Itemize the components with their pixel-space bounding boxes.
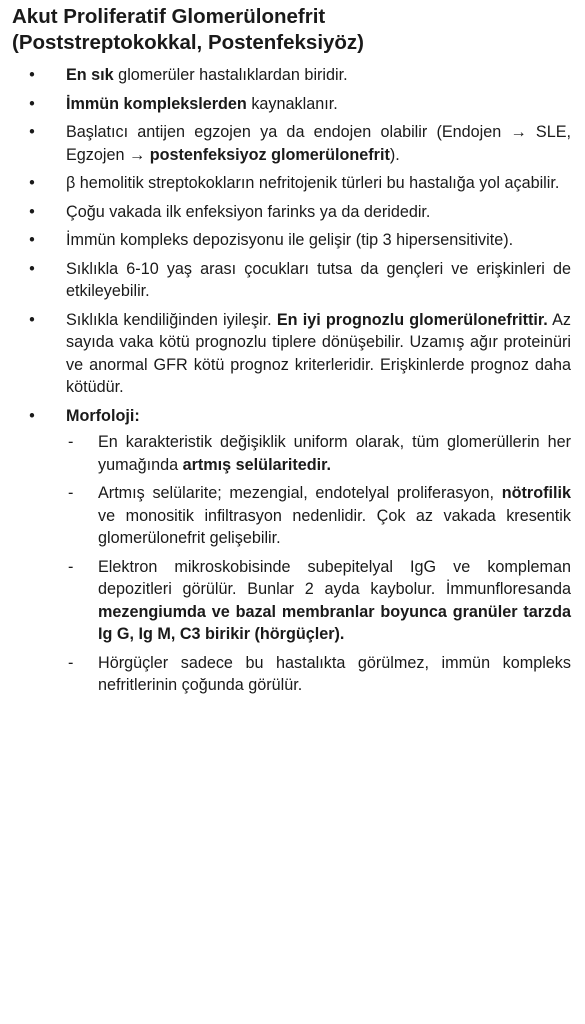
- bullet-icon: •: [29, 123, 35, 141]
- bold-text: postenfeksiyoz glomerülonefrit: [149, 145, 390, 164]
- list-item: [29, 64, 571, 87]
- bold-text: İmmün komplekslerden: [66, 94, 247, 113]
- item-text: Az sayıda vaka kötü prognozlu tiplere dönüşebilir. Uzamış ağır proteinüri ve anormal GFR kötü prognoz kriterleridir. Erişkinlerde prognoz daha kötüdür.: [66, 310, 571, 396]
- item-text: Elektron mikroskobisinde subepitelyal IgG ve kompleman depozitleri görülür. Bunlar 2 ayda kaybolur. İmmunfloresanda: [98, 557, 571, 598]
- dash-icon: -: [68, 433, 74, 451]
- item-text: Sıklıkla kendiliğinden iyileşir.: [66, 310, 277, 329]
- item-text: ve monositik infiltrasyon nedenlidir. Çok az vakada kresentik glomerülonefrit gelişebilir.: [98, 506, 571, 547]
- list-item: [29, 93, 571, 116]
- bold-text: mezengiumda ve bazal membranlar boyunca granüler tarzda Ig G, Ig M, C3 birikir (hörgüçler).: [98, 602, 571, 643]
- dash-icon: -: [68, 557, 74, 576]
- sub-list-item: [68, 431, 571, 476]
- list-item: [29, 229, 571, 252]
- bullet-icon: •: [29, 310, 35, 329]
- bold-text: artmış selülaritedir.: [182, 455, 332, 474]
- sub-list-item: [68, 652, 571, 697]
- bullet-icon: •: [29, 66, 35, 84]
- item-text: β hemolitik streptokokların nefritojenik türleri bu hastalığa yol açabilir.: [66, 174, 560, 192]
- bullet-icon: •: [29, 94, 35, 113]
- sub-list: [66, 431, 571, 697]
- bullet-icon: •: [29, 259, 35, 278]
- bold-text: En sık: [66, 66, 114, 84]
- sub-list-item: [68, 482, 571, 550]
- sub-list-item: [68, 556, 571, 646]
- title-line-2: (Poststreptokokkal, Postenfeksiyöz): [12, 31, 365, 54]
- list-item: [29, 258, 571, 303]
- bullet-list: [12, 64, 571, 697]
- title-line-1: Akut Proliferatif Glomerülonefrit: [12, 5, 326, 28]
- item-text: İmmün kompleks depozisyonu ile gelişir (tip 3 hipersensitivite).: [66, 231, 514, 249]
- item-text: Artmış selülarite; mezengial, endotelyal proliferasyon,: [98, 484, 502, 502]
- item-text: Hörgüçler sadece bu hastalıkta görülmez, immün kompleks nefritlerinin çoğunda görülür.: [98, 653, 571, 694]
- section-label: Morfoloji:: [66, 406, 140, 425]
- item-text: ).: [389, 145, 400, 164]
- bullet-icon: •: [29, 406, 35, 425]
- bold-text: En iyi prognozlu glomerülonefrittir.: [276, 310, 548, 329]
- item-text: glomerüler hastalıklardan biridir.: [113, 66, 348, 84]
- bullet-icon: •: [29, 174, 35, 192]
- list-item: [29, 172, 571, 195]
- dash-icon: -: [68, 653, 74, 672]
- list-item-morfoloji: [29, 405, 571, 697]
- bullet-icon: •: [29, 231, 35, 249]
- item-text: En karakteristik değişiklik uniform olarak, tüm glomerüllerin her yumağında: [98, 433, 571, 474]
- dash-icon: -: [68, 484, 74, 502]
- bullet-icon: •: [29, 202, 35, 221]
- page-title: [12, 4, 571, 56]
- bold-text: nötrofilik: [501, 484, 571, 502]
- list-item: [29, 201, 571, 224]
- item-text: Başlatıcı antijen egzojen ya da endojen olabilir (Endojen → SLE, Egzojen →: [66, 123, 571, 164]
- item-text: Sıklıkla 6-10 yaş arası çocukları tutsa da gençleri ve erişkinleri de etkileyebilir.: [66, 259, 571, 300]
- item-text: Çoğu vakada ilk enfeksiyon farinks ya da deridedir.: [66, 202, 431, 221]
- list-item: [29, 309, 571, 399]
- item-text: kaynaklanır.: [246, 94, 338, 113]
- list-item: [29, 121, 571, 166]
